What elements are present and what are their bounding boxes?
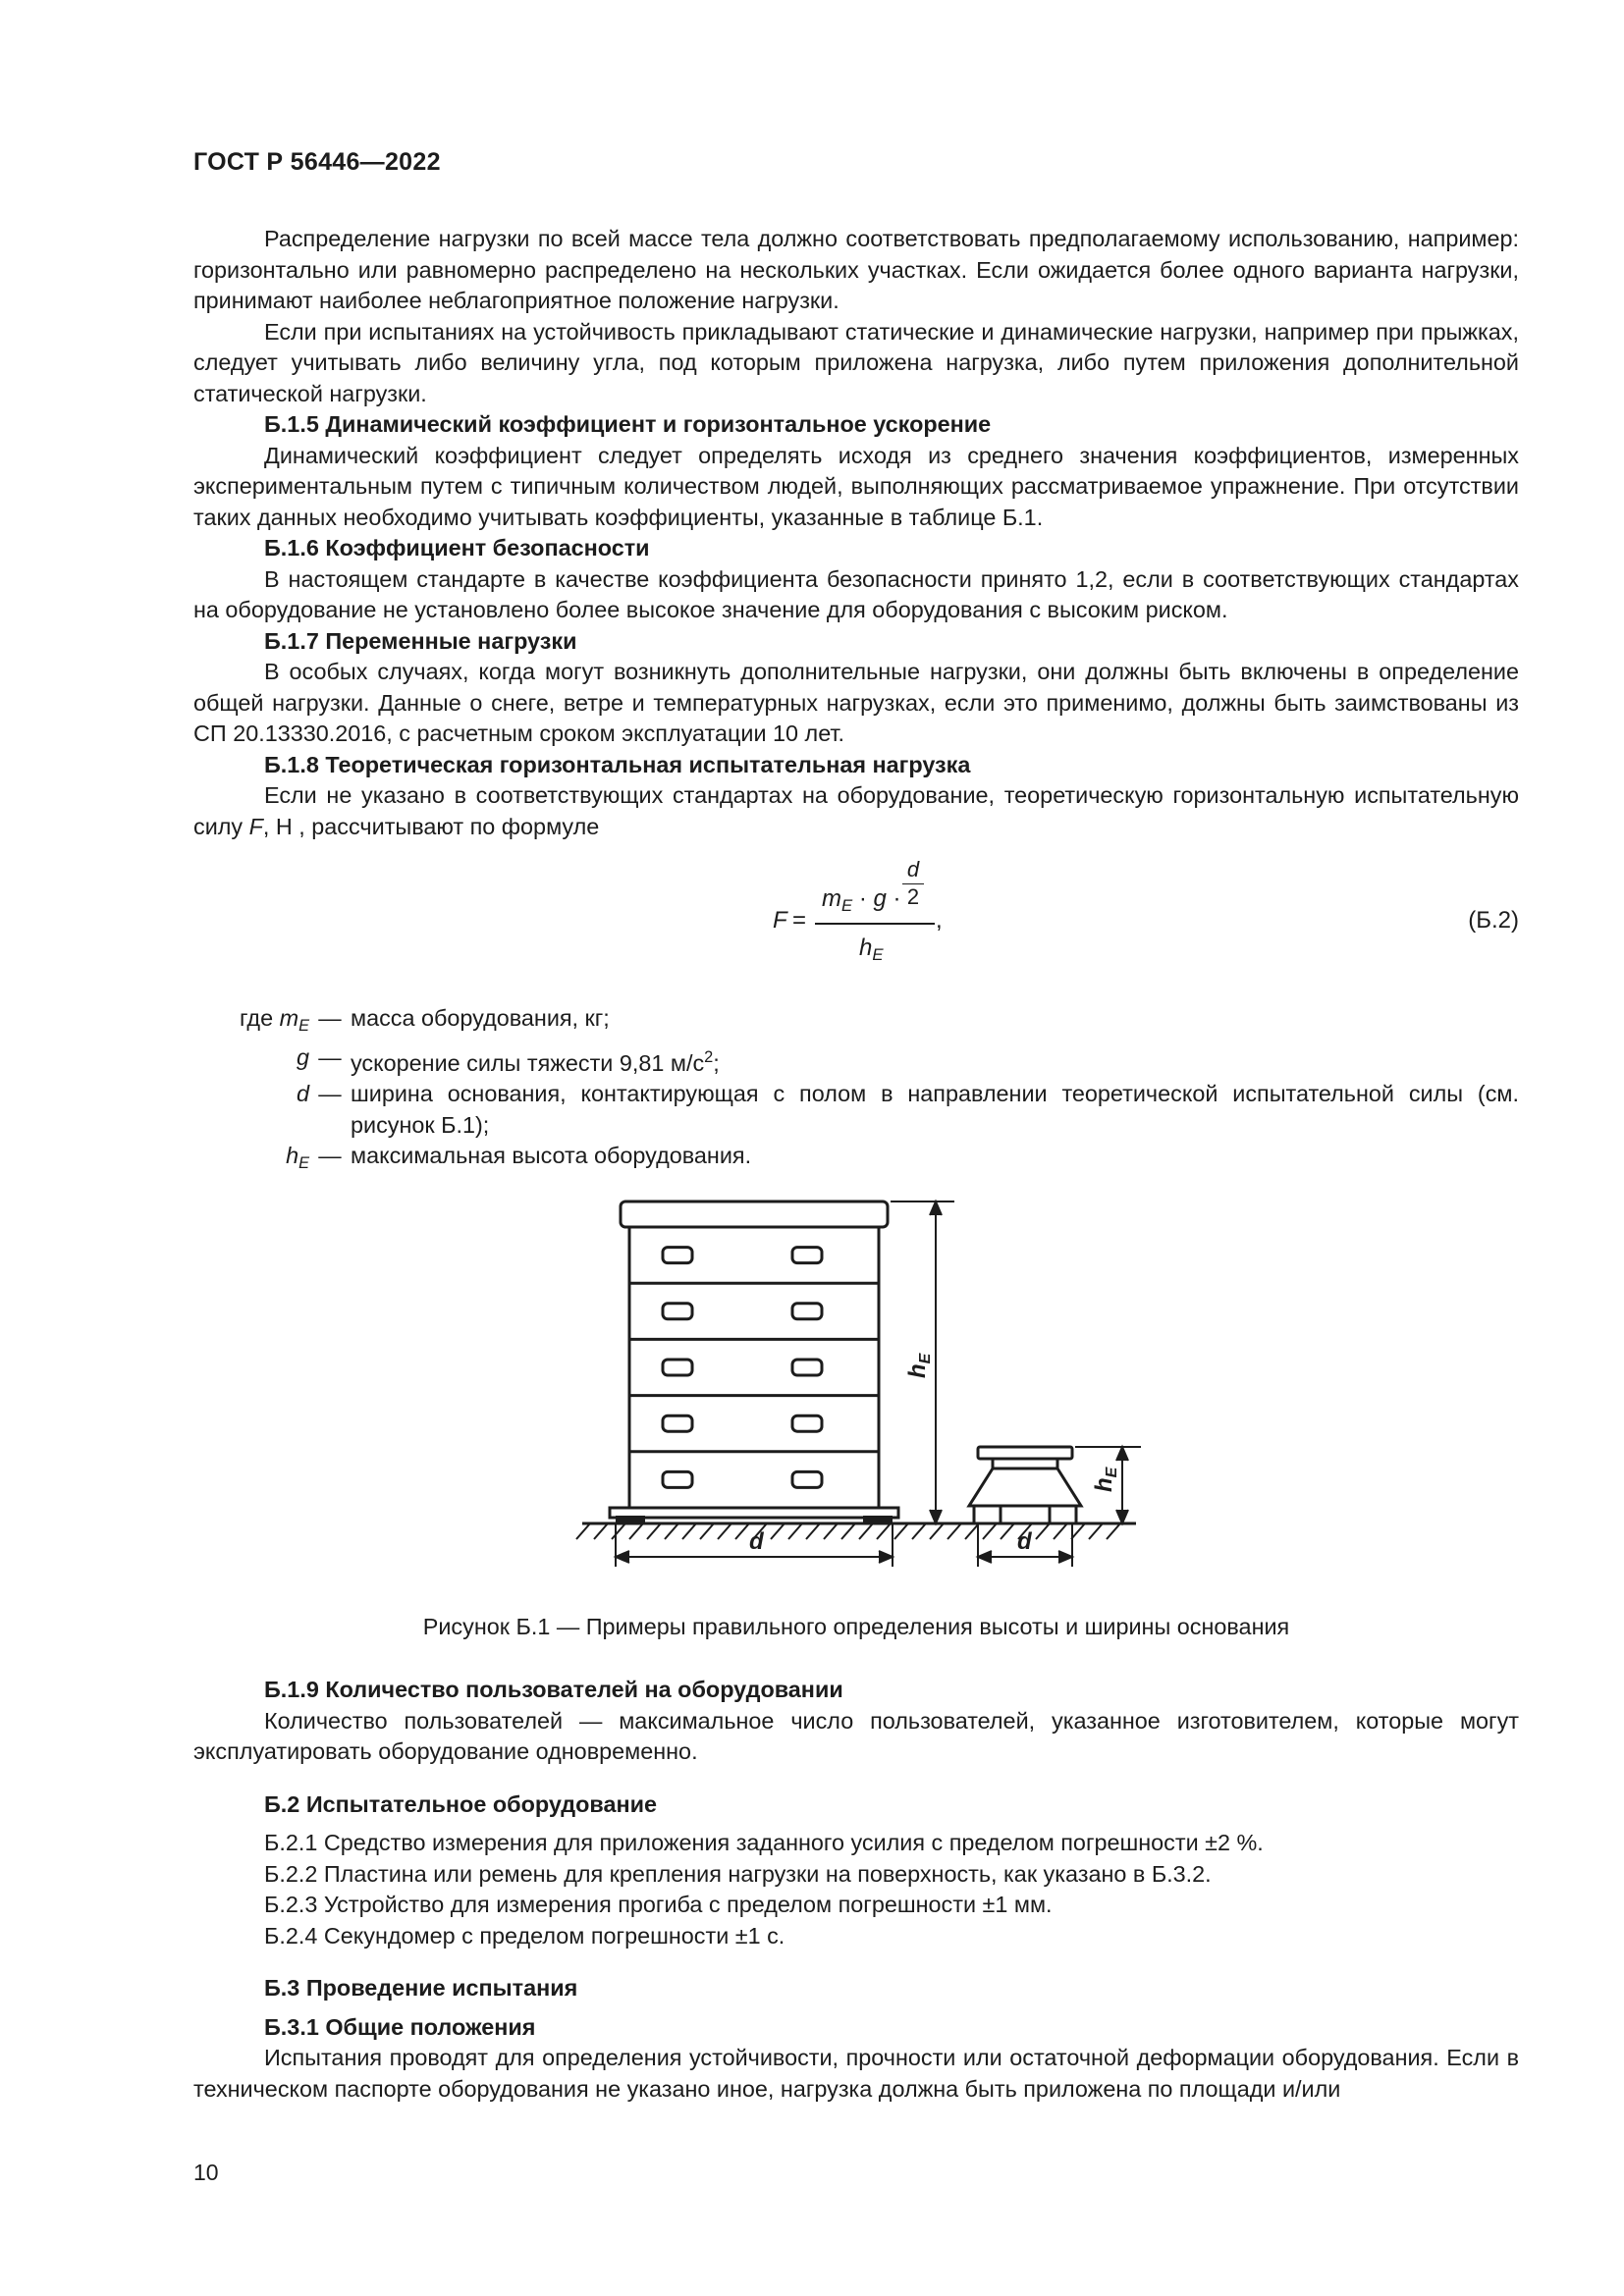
hatch-line <box>894 1523 908 1539</box>
hatch-line <box>1107 1523 1120 1539</box>
spacer <box>193 1951 1519 1973</box>
drawer-handle <box>792 1303 822 1318</box>
svg-text:hE: $h_E$ <box>904 1353 934 1378</box>
section-heading: Б.1.7 Переменные нагрузки <box>264 627 577 654</box>
paragraph: Количество пользователей — максимальное число пользователей, указанное изготовителем, которые могут эксплуатировать оборудование одновременно. <box>193 1707 1519 1764</box>
text-run: ; <box>713 1049 720 1076</box>
section-heading: Б.1.6 Коэффициент безопасности <box>264 535 650 561</box>
hatch-line <box>612 1523 625 1539</box>
superscript: 2 <box>704 1047 714 1066</box>
variable-legend <box>193 1003 1519 1180</box>
hatch-line <box>788 1523 802 1539</box>
hatch-line <box>841 1523 855 1539</box>
formula-equals: = <box>792 907 807 934</box>
hatch-line <box>824 1523 838 1539</box>
figure-b1 <box>193 1192 1519 1604</box>
symbol: h <box>286 1143 299 1168</box>
legend-row <box>193 1079 1519 1141</box>
legend-text: максимальная высота оборудования. <box>351 1143 752 1168</box>
formula-lhs: F <box>773 907 787 934</box>
legend-symbol <box>193 1003 309 1042</box>
bench <box>969 1447 1081 1523</box>
legend-row <box>193 1003 1519 1042</box>
hatch-line <box>700 1523 714 1539</box>
formula-numerator <box>822 883 901 922</box>
legend-row <box>193 1141 1519 1180</box>
section-heading: Б.2 Испытательное оборудование <box>264 1790 657 1817</box>
floor-hatching <box>576 1523 1120 1539</box>
hatch-line <box>947 1523 961 1539</box>
section-heading: Б.3 Проведение испытания <box>264 1975 578 2001</box>
formula-b2 <box>193 857 1519 988</box>
formula-comma: , <box>936 907 943 934</box>
drawer-handle <box>792 1360 822 1375</box>
spacer <box>193 2004 1519 2012</box>
cabinet-body <box>629 1227 879 1508</box>
drawer-handle <box>663 1303 692 1318</box>
svg-text:hE: $h_E$ <box>1091 1467 1120 1492</box>
hatch-line <box>912 1523 926 1539</box>
legend-dash: — <box>318 1005 342 1031</box>
section-heading: Б.1.5 Динамический коэффициент и горизонтальное ускорение <box>264 411 992 437</box>
hatch-line <box>859 1523 873 1539</box>
paragraph <box>193 780 1519 842</box>
paragraph: Динамический коэффициент следует определять исходя из среднего значения коэффициентов, измеренных экспериментальным путем с типичным количеством людей, выполняющих рассматриваемое упражнение. При отсутствии таких данных необходимо учитывать коэффициенты, указанные в таблице Б.1. <box>193 442 1519 530</box>
list-item: Б.2.3 Устройство для измерения прогиба с пределом погрешности ±1 мм. <box>264 1892 1053 1917</box>
hatch-line <box>877 1523 891 1539</box>
drawer-handle <box>663 1415 692 1431</box>
section-heading: Б.1.8 Теоретическая горизонтальная испытательная нагрузка <box>264 751 971 777</box>
subscript: E <box>298 1154 309 1172</box>
fraction-denominator: 2 <box>906 884 920 910</box>
fraction-numerator: d <box>906 857 920 881</box>
subscript: E <box>872 945 884 964</box>
formula-number: (Б.2) <box>1468 907 1519 934</box>
where-prefix: где <box>239 1005 280 1031</box>
paragraph: Испытания проводят для определения устойчивости, прочности или остаточной деформации оборудования. Если в техническом паспорте оборудования не указано иное, нагрузка должна быть приложена по площади и/или <box>193 2045 1519 2102</box>
dot: · <box>852 885 874 912</box>
cabinet-top <box>621 1201 888 1227</box>
legend-text: ширина основания, контактирующая с полом в направлении теоретической испытательной силы (см. рисунок Б.1); <box>351 1081 1519 1138</box>
hatch-line <box>983 1523 997 1539</box>
document-body <box>193 224 1519 2105</box>
section-heading: Б.3.1 Общие положения <box>264 2013 536 2040</box>
figure-caption: Рисунок Б.1 — Примеры правильного определения высоты и ширины основания <box>422 1613 1290 1639</box>
hatch-line <box>1071 1523 1085 1539</box>
section-heading: Б.1.9 Количество пользователей на оборудовании <box>264 1677 843 1702</box>
label-d-bench: d <box>1017 1527 1032 1555</box>
paragraph: В настоящем стандарте в качестве коэффициента безопасности принято 1,2, если в соответствующих стандартах на оборудование не установлено более высокое значение для оборудования с высоким риском. <box>193 565 1519 622</box>
list-item: Б.2.4 Секундомер с пределом погрешности ±1 с. <box>264 1922 785 1949</box>
hatch-line <box>806 1523 820 1539</box>
hatch-line <box>647 1523 661 1539</box>
symbol: m <box>279 1005 299 1031</box>
list-item: Б.2.2 Пластина или ремень для крепления нагрузки на поверхность, как указано в Б.3.2. <box>264 1860 1212 1887</box>
inner-fraction <box>902 859 924 908</box>
legend-dash: — <box>318 1081 342 1106</box>
hatch-line <box>718 1523 731 1539</box>
symbol: g <box>296 1043 309 1070</box>
spacer <box>193 1768 1519 1789</box>
document-header: ГОСТ Р 56446—2022 <box>193 148 441 176</box>
legend-dash: — <box>318 1143 342 1168</box>
cabinet-base <box>610 1508 898 1518</box>
paragraph: В особых случаях, когда могут возникнуть дополнительные нагрузки, они должны быть включены в определение общей нагрузки. Данные о снеге, ветре и температурных нагрузках, если это применимо, должны быть заимствованы из СП 20.13330.2016, с расчетным сроком эксплуатации 10 лет. <box>193 659 1519 746</box>
drawer-handle <box>792 1471 822 1487</box>
dot: · <box>886 885 901 912</box>
hatch-line <box>771 1523 785 1539</box>
text-run: ускорение силы тяжести 9,81 м/с <box>351 1049 705 1076</box>
symbol-g: g <box>873 885 887 912</box>
fraction-bar <box>815 923 935 925</box>
drawer-handle <box>792 1415 822 1431</box>
hatch-line <box>665 1523 678 1539</box>
drawer-handle <box>792 1247 822 1262</box>
label-h-cabinet <box>904 1352 934 1378</box>
symbol: d <box>296 1081 309 1106</box>
text-run: Если не указано в соответствующих стандартах на оборудование, теоретическую горизонтальную испытательную силу <box>193 782 1519 839</box>
symbol-F: F <box>248 813 263 839</box>
formula-denominator <box>859 933 884 971</box>
label-d: d <box>749 1527 764 1555</box>
legend-row <box>193 1042 1519 1080</box>
hatch-line <box>682 1523 696 1539</box>
drawer-handle <box>663 1360 692 1375</box>
hatch-line <box>576 1523 590 1539</box>
drawer-handle <box>663 1247 692 1262</box>
list-item: Б.2.1 Средство измерения для приложения заданного усилия с пределом погрешности ±2 %. <box>264 1830 1264 1855</box>
legend-symbol <box>193 1042 309 1080</box>
legend-symbol <box>193 1079 309 1141</box>
legend-text <box>351 1042 1519 1080</box>
cabinet-drawers <box>629 1247 879 1487</box>
legend-dash: — <box>318 1043 342 1070</box>
subscript: E <box>841 896 853 915</box>
legend-symbol <box>193 1141 309 1180</box>
subscript: E <box>298 1017 309 1035</box>
hatch-line <box>965 1523 979 1539</box>
hatch-line <box>1054 1523 1067 1539</box>
hatch-line <box>1036 1523 1050 1539</box>
hatch-line <box>1089 1523 1103 1539</box>
hatch-line <box>629 1523 643 1539</box>
symbol-h: h <box>859 934 873 961</box>
hatch-line <box>930 1523 944 1539</box>
text-run: , Н , рассчитывают по формуле <box>262 813 600 839</box>
legend-text: масса оборудования, кг; <box>351 1005 610 1031</box>
page-number: 10 <box>193 2160 219 2185</box>
drawer-handle <box>663 1471 692 1487</box>
paragraph: Если при испытаниях на устойчивость прикладывают статические и динамические нагрузки, например при прыжках, следует учитывать либо величину угла, под которым приложена нагрузка, либо путем приложения дополнительной статической нагрузки. <box>193 318 1519 406</box>
paragraph: Распределение нагрузки по всей массе тела должно соответствовать предполагаемому использованию, например: горизонтально или равномерно распределено на нескольких участках. Если ожидается более одного варианта нагрузки, принимают наиболее неблагоприятное положение нагрузки. <box>193 226 1519 313</box>
figure-drawing <box>193 1192 1519 1604</box>
hatch-line <box>594 1523 608 1539</box>
hatch-line <box>735 1523 749 1539</box>
hatch-line <box>1001 1523 1014 1539</box>
symbol-m: m <box>822 885 841 912</box>
spacer <box>193 1820 1519 1828</box>
label-h-bench <box>1091 1466 1120 1492</box>
